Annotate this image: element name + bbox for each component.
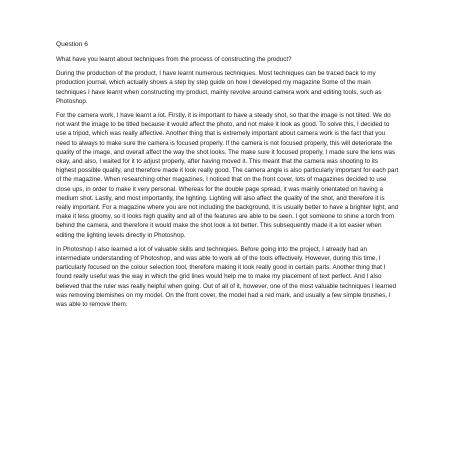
paragraph-photoshop: In Photoshop I also learned a lot of valuable skills and techniques. Before going into the project, I already had an intermediate understanding of Photoshop, and was able to work all of the tools effectively. However, during this time, I particularly focused on the colour selection tool, therefore making it look really good in certain parts. Another thing that I found really useful was the way in which the grid lines would help me to make my placement of text perfect. And I also believed that the ruler was really helpful when going. Out of all of it, however, one of the most valuable techniques I learned was removing blemishes on my model. On the front cover, the model had a red mark, and usually a few simple brushes, I was able to remove them. [56,245,397,309]
paragraph-intro: During the production of the product, I have learnt numerous techniques. Most techniques can be traced back to my production journal, which actually shows a step by step guide on how I developed my magazine Some of the main techniques I have learnt when constructing my product, mainly revolve around camera work and editing tools, such as Photoshop. [56,70,382,105]
question-number: Question 6 [56,41,88,48]
document-page [56,40,399,314]
paragraph-camera-work: For the camera work, I have learnt a lot. Firstly, it is important to have a steady shot, so that the image is not tilted. We do not want the image to be titled because it would affect the photo, and not make it look as good. To solve this, I decided to use a tripod, which was really affective. Another thing that is extremely important about camera work is the fact that you need to always to make sure the camera is focused properly. If the camera is not focused properly, this will deteriorate the quality of the image, and overall affect the way the shot looks. The make sure it focused properly, I made sure the lens was okay, and also, I waited for it to adjust properly, after having moved it. This meant that the camera was shooting to its highest possible quality, and therefore made it look really good. The camera angle is also particularly important for each part of the magazine. When researching other magazines, I noticed that on the front cover, lots of magazines decided to use close ups, in order to make it very personal. Whereas for the double page spread, it was mainly orientated on having a medium shot. Lastly, and most importantly, the lighting. Lighting will also affect the quality of the shot, and therefore it is really important. For a magazine where you are not including the background, It is usually better to have a brighter light, and make it less gloomy, so it looks high quality and all of the features are able to be seen. I got someone to shine a torch from behind the camera, and therefore it would make the shot look a lot better. This subsequently made it a lot easier when editing the lighting levels directly in Photoshop. [56,112,399,239]
question-prompt: What have you learnt about techniques from the process of constructing the product? [56,56,292,63]
